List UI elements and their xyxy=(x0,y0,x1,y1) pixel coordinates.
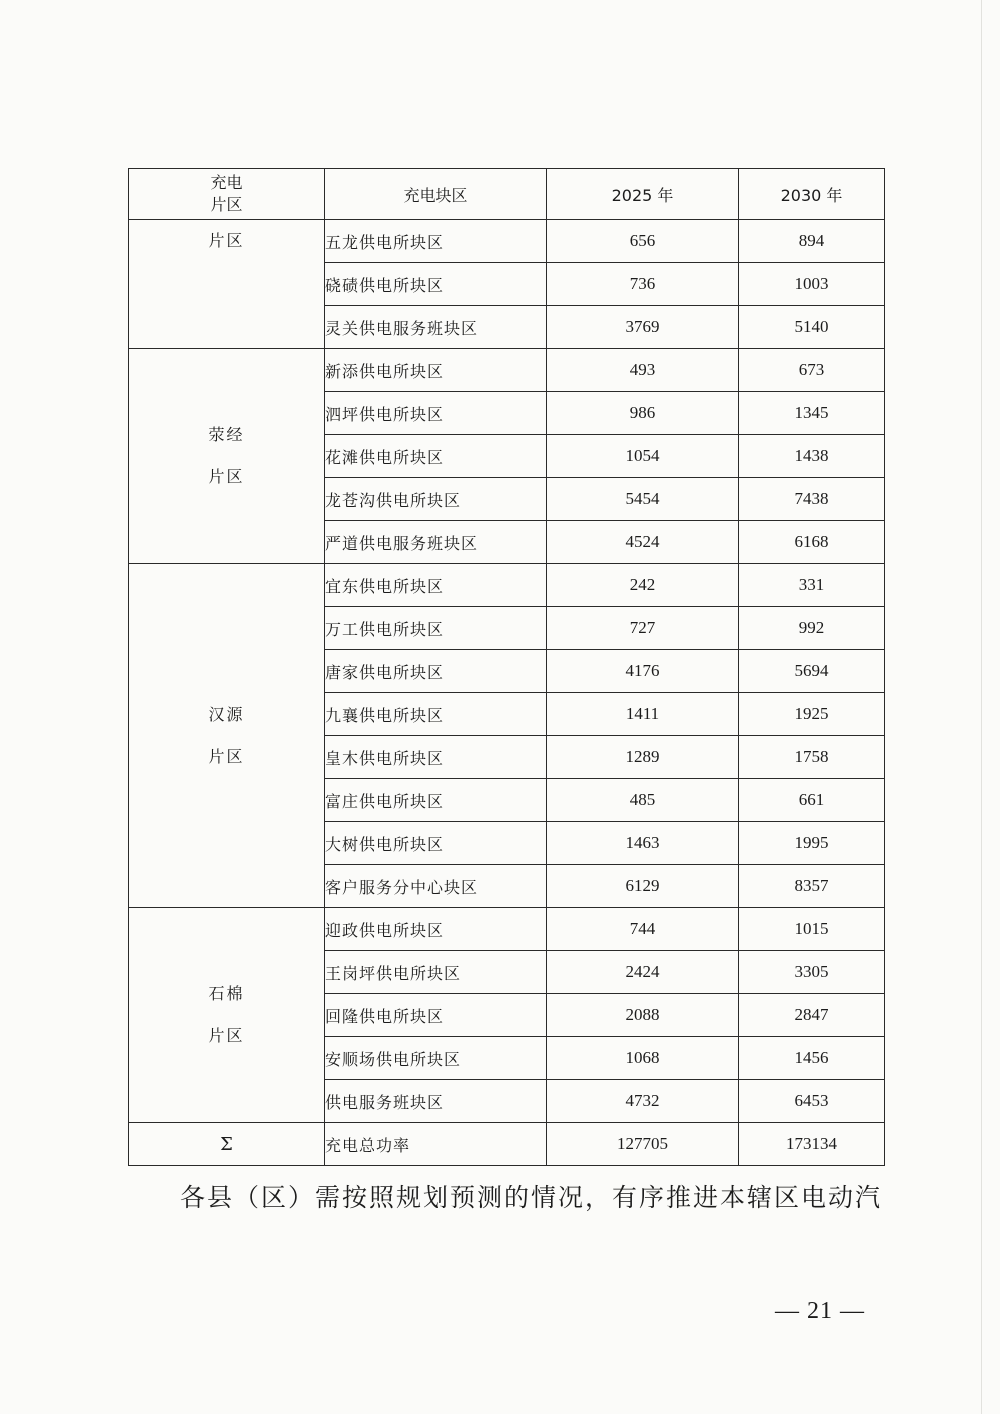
zone-cell xyxy=(129,349,325,564)
value-2025-cell: 1289 xyxy=(547,736,739,779)
zone-label-line: 片区 xyxy=(208,231,245,250)
value-2025-cell: 5454 xyxy=(547,478,739,521)
block-cell: 富庄供电所块区 xyxy=(325,779,547,822)
value-2025-cell: 1054 xyxy=(547,435,739,478)
value-2030-cell: 894 xyxy=(739,220,885,263)
value-2030-cell: 1758 xyxy=(739,736,885,779)
header-year-2030: 2030 年 xyxy=(739,169,885,220)
value-2025-cell: 6129 xyxy=(547,865,739,908)
block-cell: 供电服务班块区 xyxy=(325,1080,547,1123)
value-2025-cell: 744 xyxy=(547,908,739,951)
total-label-cell: 充电总功率 xyxy=(325,1123,547,1166)
block-cell: 硗碛供电所块区 xyxy=(325,263,547,306)
zone-label-line: 荥经 xyxy=(208,425,245,444)
block-cell: 九襄供电所块区 xyxy=(325,693,547,736)
block-cell: 新添供电所块区 xyxy=(325,349,547,392)
body-paragraph: 各县（区）需按照规划预测的情况，有序推进本辖区电动汽 xyxy=(180,1183,883,1212)
zone-label-line: 片区 xyxy=(208,1026,245,1045)
page-number: — 21 — xyxy=(775,1298,865,1324)
header-zone-line1: 充电 xyxy=(210,173,243,192)
block-cell: 宜东供电所块区 xyxy=(325,564,547,607)
total-row xyxy=(129,1123,885,1166)
value-2030-cell: 1345 xyxy=(739,392,885,435)
value-2030-cell: 7438 xyxy=(739,478,885,521)
value-2030-cell: 5140 xyxy=(739,306,885,349)
value-2025-cell: 1463 xyxy=(547,822,739,865)
value-2030-cell: 8357 xyxy=(739,865,885,908)
value-2030-cell: 331 xyxy=(739,564,885,607)
page-edge xyxy=(981,0,982,1414)
value-2030-cell: 6453 xyxy=(739,1080,885,1123)
block-cell: 王岗坪供电所块区 xyxy=(325,951,547,994)
zone-cell xyxy=(129,908,325,1123)
total-symbol-cell: Σ xyxy=(129,1123,325,1166)
zone-label-line: 片区 xyxy=(208,467,245,486)
block-cell: 花滩供电所块区 xyxy=(325,435,547,478)
block-cell: 五龙供电所块区 xyxy=(325,220,547,263)
block-cell: 迎政供电所块区 xyxy=(325,908,547,951)
zone-cell xyxy=(129,220,325,349)
value-2025-cell: 2088 xyxy=(547,994,739,1037)
value-2025-cell: 1411 xyxy=(547,693,739,736)
value-2025-cell: 493 xyxy=(547,349,739,392)
block-cell: 安顺场供电所块区 xyxy=(325,1037,547,1080)
value-2030-cell: 6168 xyxy=(739,521,885,564)
block-cell: 泗坪供电所块区 xyxy=(325,392,547,435)
table-body xyxy=(129,220,885,1166)
value-2025-cell: 727 xyxy=(547,607,739,650)
value-2025-cell: 4524 xyxy=(547,521,739,564)
value-2025-cell: 986 xyxy=(547,392,739,435)
value-2025-cell: 4176 xyxy=(547,650,739,693)
zone-label-line: 片区 xyxy=(208,746,245,766)
total-2025-cell: 127705 xyxy=(547,1123,739,1166)
value-2030-cell: 661 xyxy=(739,779,885,822)
block-cell: 龙苍沟供电所块区 xyxy=(325,478,547,521)
value-2030-cell: 1995 xyxy=(739,822,885,865)
value-2025-cell: 2424 xyxy=(547,951,739,994)
block-cell: 万工供电所块区 xyxy=(325,607,547,650)
value-2030-cell: 2847 xyxy=(739,994,885,1037)
table-row xyxy=(129,220,885,263)
value-2030-cell: 673 xyxy=(739,349,885,392)
header-block: 充电块区 xyxy=(325,169,547,220)
value-2025-cell: 656 xyxy=(547,220,739,263)
header-zone xyxy=(129,169,325,220)
value-2030-cell: 1003 xyxy=(739,263,885,306)
table-row xyxy=(129,908,885,951)
value-2025-cell: 4732 xyxy=(547,1080,739,1123)
value-2025-cell: 485 xyxy=(547,779,739,822)
zone-cell xyxy=(129,564,325,908)
value-2025-cell: 3769 xyxy=(547,306,739,349)
value-2030-cell: 5694 xyxy=(739,650,885,693)
total-2030-cell: 173134 xyxy=(739,1123,885,1166)
value-2030-cell: 1925 xyxy=(739,693,885,736)
charging-power-table xyxy=(128,168,885,1166)
block-cell: 皇木供电所块区 xyxy=(325,736,547,779)
block-cell: 大树供电所块区 xyxy=(325,822,547,865)
zone-label-line: 汉源 xyxy=(208,704,245,724)
table-row xyxy=(129,564,885,607)
zone-label-line: 石棉 xyxy=(208,984,245,1003)
block-cell: 客户服务分中心块区 xyxy=(325,865,547,908)
header-year-2025: 2025 年 xyxy=(547,169,739,220)
value-2025-cell: 242 xyxy=(547,564,739,607)
value-2025-cell: 1068 xyxy=(547,1037,739,1080)
block-cell: 灵关供电服务班块区 xyxy=(325,306,547,349)
value-2030-cell: 3305 xyxy=(739,951,885,994)
value-2030-cell: 992 xyxy=(739,607,885,650)
value-2030-cell: 1456 xyxy=(739,1037,885,1080)
block-cell: 严道供电服务班块区 xyxy=(325,521,547,564)
value-2030-cell: 1438 xyxy=(739,435,885,478)
block-cell: 回隆供电所块区 xyxy=(325,994,547,1037)
block-cell: 唐家供电所块区 xyxy=(325,650,547,693)
value-2030-cell: 1015 xyxy=(739,908,885,951)
header-zone-line2: 片区 xyxy=(210,195,243,214)
value-2025-cell: 736 xyxy=(547,263,739,306)
table-row xyxy=(129,349,885,392)
header-row xyxy=(129,169,885,220)
